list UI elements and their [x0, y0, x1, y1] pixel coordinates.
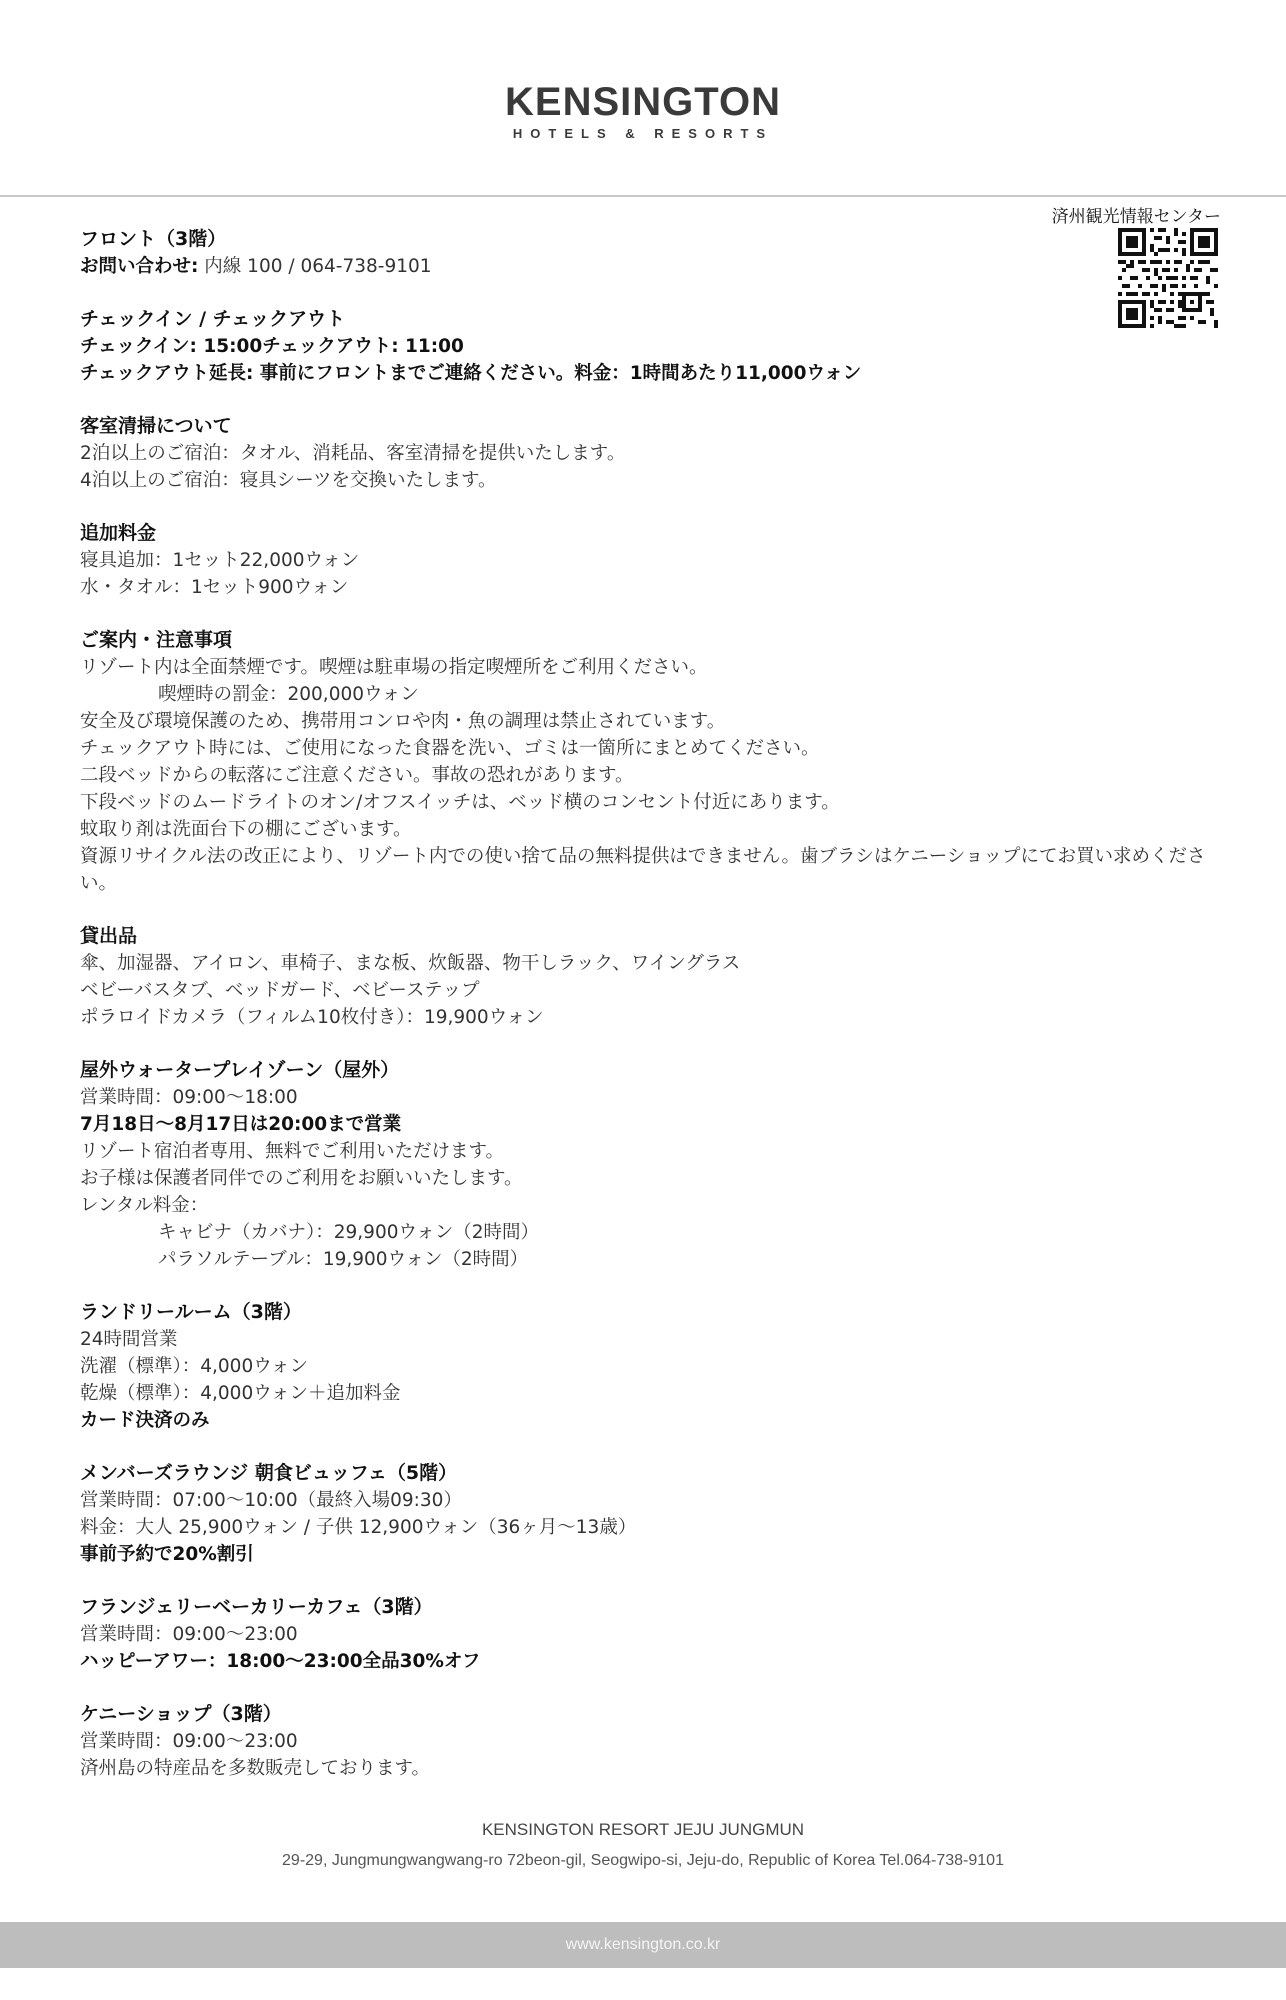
footer-website-link[interactable]: www.kensington.co.kr [565, 1936, 721, 1953]
info-line: 4泊以上のご宿泊：寝具シーツを交換いたします。 [80, 470, 497, 491]
section-title: 追加料金 [80, 522, 157, 544]
info-line: ベビーバスタブ、ベッドガード、ベビーステップ [80, 980, 480, 1001]
header-divider [0, 195, 1286, 197]
section-notice [80, 627, 1220, 897]
section-title: メンバーズラウンジ 朝食ビュッフェ（5階） [80, 1462, 458, 1484]
info-line: 事前予約で20%割引 [80, 1544, 254, 1565]
qr-label: 済州観光情報センター [1051, 207, 1221, 227]
info-line: 資源リサイクル法の改正により、リゾート内での使い捨て品の無料提供はできません。歯ブラシはケニーショップにてお買い求めください。 [80, 846, 1206, 894]
checkout-extension: チェックアウト延長: 事前にフロントまでご連絡ください。料金：1時間あたり11,000ウォン [80, 363, 862, 384]
info-line: ポラロイドカメラ（フィルム10枚付き）：19,900ウォン [80, 1007, 544, 1028]
footer-resort-name: KENSINGTON RESORT JEJU JUNGMUN [481, 1820, 805, 1839]
info-line: 傘、加湿器、アイロン、車椅子、まな板、炊飯器、物干しラック、ワイングラス [80, 953, 741, 974]
header [0, 0, 1286, 196]
info-line: 洗濯（標準）：4,000ウォン [80, 1356, 308, 1377]
section-bakery [80, 1594, 1220, 1675]
section-title: フランジェリーベーカリーカフェ（3階） [80, 1596, 433, 1618]
info-line: 二段ベッドからの転落にご注意ください。事故の恐れがあります。 [80, 765, 634, 786]
section-water-play [80, 1057, 1220, 1273]
info-line: レンタル料金： [80, 1195, 209, 1216]
info-line: 2泊以上のご宿泊：タオル、消耗品、客室清掃を提供いたします。 [80, 443, 626, 464]
info-line: 水・タオル：1セット900ウォン [80, 577, 349, 598]
info-line: リゾート内は全面禁煙です。喫煙は駐車場の指定喫煙所をご利用ください。 [80, 657, 708, 678]
info-line: 営業時間：07:00～10:00（最終入場09:30） [80, 1490, 462, 1511]
section-title: チェックイン / チェックアウト [80, 308, 346, 330]
inquiry-value: 内線 100 / 064-738-9101 [198, 256, 432, 277]
section-laundry [80, 1299, 1220, 1434]
section-title: フロント（3階） [80, 228, 227, 250]
section-title: ケニーショップ（3階） [80, 1703, 282, 1725]
section-cleaning [80, 413, 1220, 494]
info-line: 喫煙時の罰金：200,000ウォン [158, 684, 419, 705]
footer-address: 29-29, Jungmungwangwang-ro 72beon-gil, Seogwipo-si, Jeju-do, Republic of Korea Tel.064-738-9101 [282, 1852, 1004, 1869]
section-front [80, 226, 1220, 280]
section-title: ご案内・注意事項 [80, 629, 233, 651]
info-line: 安全及び環境保護のため、携帯用コンロや肉・魚の調理は禁止されています。 [80, 711, 726, 732]
inquiry-label: お問い合わせ: [80, 256, 199, 277]
info-line: 営業時間：09:00～23:00 [80, 1731, 298, 1752]
checkin-times: チェックイン: 15:00チェックアウト: 11:00 [80, 336, 464, 357]
info-line: 営業時間：09:00～23:00 [80, 1624, 298, 1645]
info-line: お子様は保護者同伴でのご利用をお願いいたします。 [80, 1168, 523, 1189]
section-shop [80, 1701, 1220, 1782]
logo-wordmark: KENSINGTON [505, 80, 781, 124]
info-line: 営業時間：09:00～18:00 [80, 1087, 298, 1108]
info-line: 下段ベッドのムードライトのオン/オフスイッチは、ベッド横のコンセント付近にあります。 [80, 792, 840, 813]
info-line: ハッピーアワー：18:00～23:00全品30%オフ [80, 1651, 481, 1672]
info-line: 24時間営業 [80, 1329, 178, 1350]
section-lounge [80, 1460, 1220, 1568]
info-line: 7月18日～8月17日は20:00まで営業 [80, 1114, 402, 1135]
inquiry-line [80, 253, 1220, 280]
footer-bar [0, 1922, 1286, 1968]
section-title: 客室清掃について [80, 415, 232, 437]
info-line: 料金：大人 25,900ウォン / 子供 12,900ウォン（36ヶ月～13歳） [80, 1517, 637, 1538]
info-line: リゾート宿泊者専用、無料でご利用いただけます。 [80, 1141, 505, 1162]
section-title: ランドリールーム（3階） [80, 1301, 302, 1323]
logo-tagline: HOTELS & RESORTS [512, 126, 774, 141]
section-title: 屋外ウォータープレイゾーン（屋外） [80, 1059, 400, 1081]
info-line: 乾燥（標準）：4,000ウォン＋追加料金 [80, 1383, 401, 1404]
info-line: パラソルテーブル：19,900ウォン（2時間） [158, 1249, 529, 1270]
section-extra-charges [80, 520, 1220, 601]
info-line: 寝具追加：1セット22,000ウォン [80, 550, 360, 571]
section-rental [80, 923, 1220, 1031]
info-line: キャビナ（カバナ）：29,900ウォン（2時間） [158, 1222, 540, 1243]
info-content [80, 226, 1220, 1808]
info-line: カード決済のみ [80, 1410, 210, 1431]
info-line: 蚊取り剤は洗面台下の棚にございます。 [80, 819, 412, 840]
info-line: 済州島の特産品を多数販売しております。 [80, 1758, 431, 1779]
section-title: 貸出品 [80, 925, 138, 947]
info-line: チェックアウト時には、ご使用になった食器を洗い、ゴミは一箇所にまとめてください。 [80, 738, 820, 759]
section-checkin [80, 306, 1220, 387]
